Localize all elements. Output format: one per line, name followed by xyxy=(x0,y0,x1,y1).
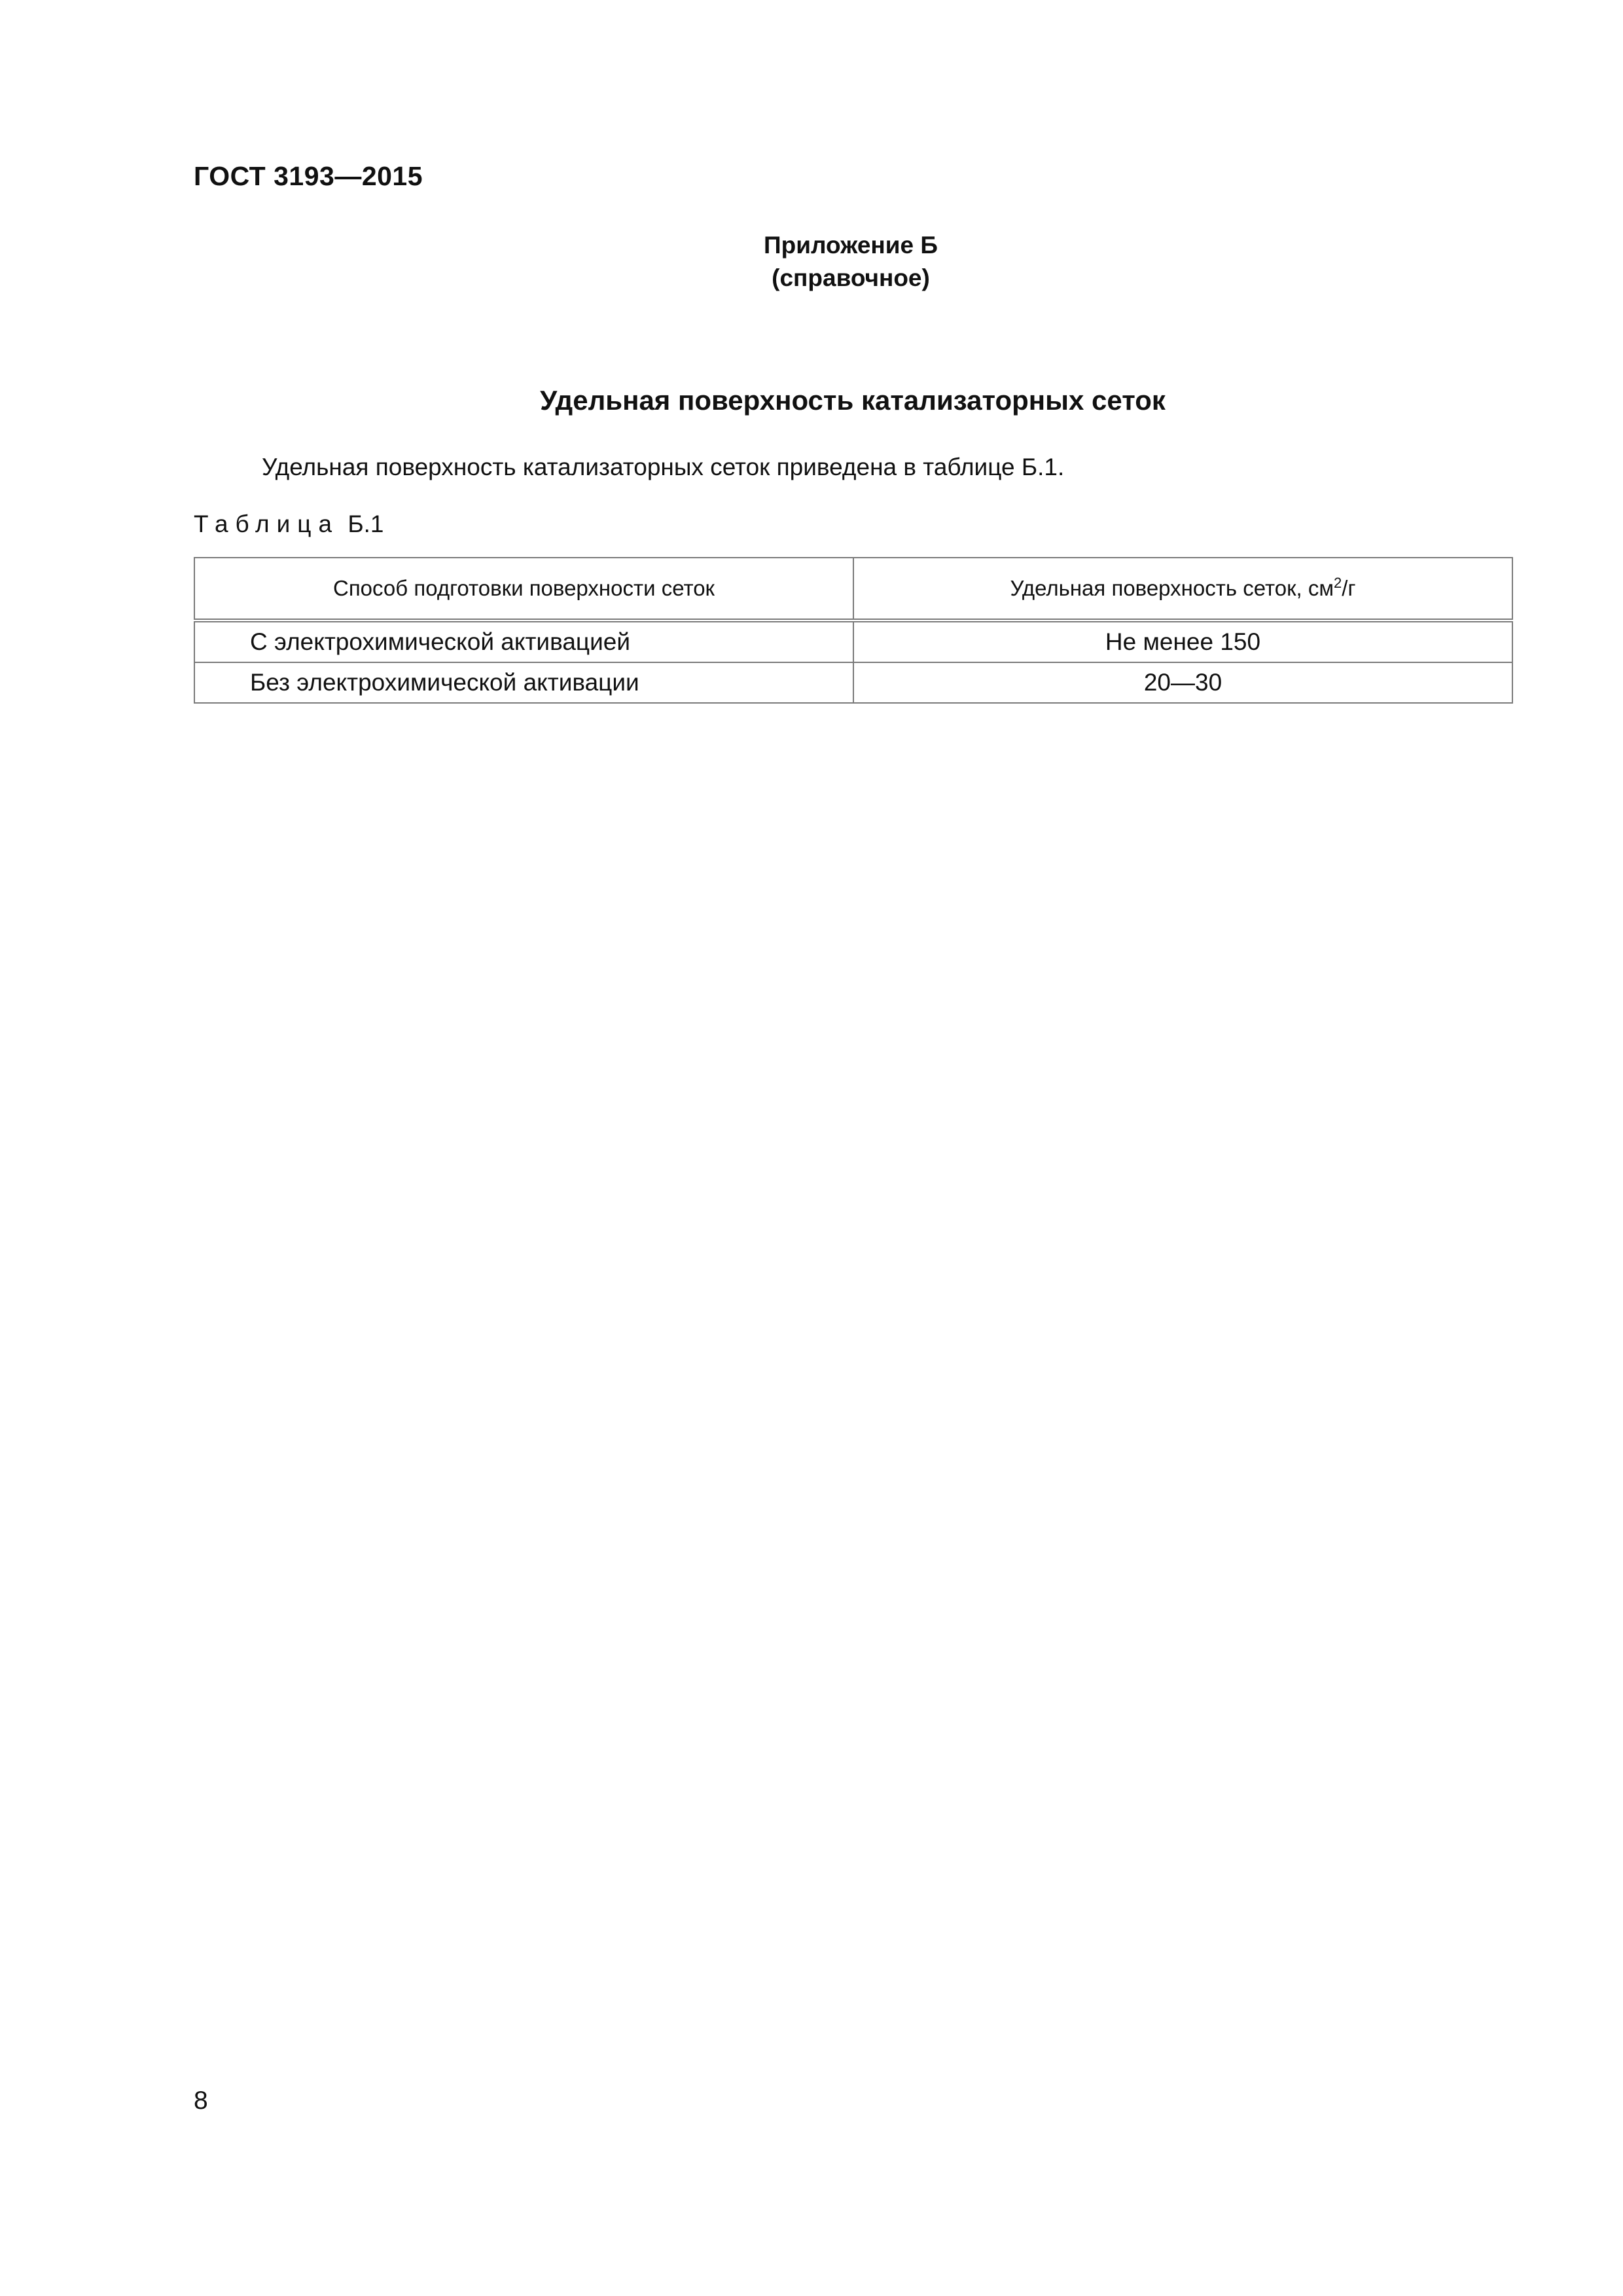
header-value-exponent: 2 xyxy=(1334,575,1342,591)
row-method: Без электрохимической активации xyxy=(194,662,853,703)
appendix-title: Приложение Б xyxy=(764,232,938,259)
document-id: ГОСТ 3193—2015 xyxy=(194,161,423,191)
row-value: 20—30 xyxy=(853,662,1512,703)
table-caption xyxy=(194,511,384,538)
header-method: Способ подготовки поверхности сеток xyxy=(194,558,853,620)
appendix-status: (справочное) xyxy=(772,264,930,291)
table-header-row xyxy=(194,558,1512,620)
header-value-suffix: /г xyxy=(1342,576,1356,600)
surface-area-table xyxy=(194,557,1513,704)
table-caption-word: Таблица xyxy=(194,511,340,537)
row-method: С электрохимической активацией xyxy=(194,620,853,662)
appendix-heading xyxy=(746,229,955,295)
page-number: 8 xyxy=(194,2087,208,2115)
row-value: Не менее 150 xyxy=(853,620,1512,662)
table-caption-number: Б.1 xyxy=(348,511,384,537)
table-row xyxy=(194,662,1512,703)
intro-paragraph: Удельная поверхность катализаторных сеток приведена в таблице Б.1. xyxy=(262,454,1065,480)
table-row xyxy=(194,620,1512,662)
header-value-prefix: Удельная поверхность сеток, см xyxy=(1010,576,1334,600)
header-value xyxy=(853,558,1512,620)
section-title: Удельная поверхность катализаторных сеток xyxy=(540,385,1166,416)
